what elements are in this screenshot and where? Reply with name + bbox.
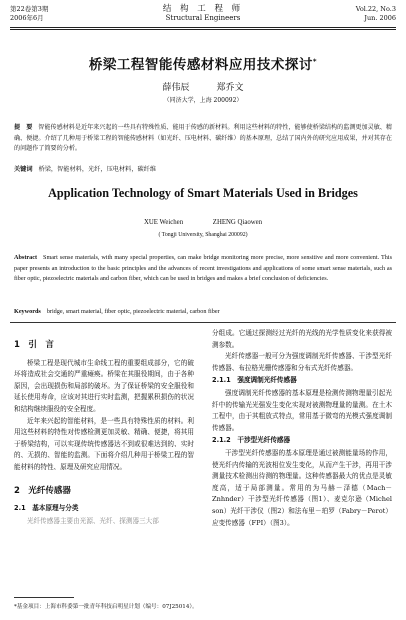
author-en: XUE Weichen — [143, 219, 184, 226]
abstract-separator — [10, 322, 396, 323]
subsection-heading: 2.1.1 强度调制光纤传感器 — [212, 376, 297, 385]
body-column-left — [14, 328, 194, 527]
keywords-en — [14, 308, 392, 315]
footnote: *基金项目：上海市科委第一批青年科技启明星计划（编号：07J25014）。 — [14, 604, 198, 610]
authors-cn — [0, 80, 406, 93]
keywords-cn — [14, 164, 392, 173]
paper-title-cn: 桥梁工程智能传感材料应用技术探讨* — [88, 57, 318, 73]
paper-title-en: Application Technology of Smart Materials Used in Bridges — [48, 186, 358, 200]
abstract-cn-label: 提 要 — [14, 124, 33, 131]
subsection-heading: 2.1.2 干涉型光纤传感器 — [212, 436, 291, 445]
keywords-cn-text: 桥梁，智能材料，光纤，压电材料，碳纤维 — [38, 166, 157, 173]
abstract-en-label: Abstract — [14, 254, 38, 261]
body-paragraph: 分组成。它通过探测经过光纤的光线的光学性质变化来获得被测参数。 — [212, 329, 392, 349]
header-journal: 结 构 工 程 师 Structural Engineers — [162, 4, 244, 22]
body-paragraph: 干涉型光纤传感器的基本原理是通过被测能量场的作用，使光纤内传输的光波相位发生变化，从而产生干涉，再用干涉测量技术检测出待测的物理量。这种传感器最大的优点是灵敏度高，适于局部测量。常用的为马赫－泽德（Mach－Znhnder）干涉型光纤传感器（图1）、麦克尔逊（Michel son）光纤干涉仪（图2）和法布里－珀罗（Fabry－Perot）应变传感器（FPI）（图3）。 — [212, 448, 392, 527]
body-column-right — [212, 328, 392, 529]
abstract-en — [14, 253, 392, 285]
author-en: ZHENG Qiaowen — [212, 219, 263, 226]
author-cn: 郑乔文 — [216, 83, 244, 93]
abstract-cn — [14, 123, 392, 155]
header-rule-thick — [10, 29, 396, 30]
authors-en — [0, 219, 406, 226]
header-rule-thin — [10, 27, 396, 28]
body-paragraph: 强度调制光纤传感器的基本原理是检测传测物理量引起光纤中的传输光光强发生变化实现对被测物理量的量测。在土木工程中，由于其粗放式特点，常用基于微弯的光模式强度调制传感器。 — [212, 388, 392, 432]
section-heading: 2 光纤传感器 — [14, 485, 71, 496]
header-right: Vol.22, No.3 Jun. 2006 — [355, 5, 396, 22]
author-cn: 薛伟辰 — [162, 83, 190, 93]
body-paragraph: 光纤传感器一般可分为强度调制光纤传感器、干涉型光纤传感器、布拉格光栅传感器和分布式光纤传感器。 — [212, 352, 392, 372]
body-paragraph: 桥梁工程是现代城市生命线工程的重要组成部分，它的破坏将造成社会交通的严重瘫痪。桥梁在其服役期间，由于各种原因，会出现损伤和局部的破坏。为了保证桥梁的安全服役和延长使用寿命，应该对其进行实时监测，把握累积损伤的状况和结构继续服役的安全程度。 — [14, 358, 194, 413]
header-left: 第22卷第3期 2006年6月 — [10, 5, 49, 22]
body-paragraph: 近年来兴起的智能材料，是一些具有特殊性质的材料。利用这些材料的特性对传感检测更加灵敏、精确、便捷，将其用于桥梁结构，可以实现传统传感器达不到或很难达到的、实时的、无损的、智能的监测。下面将介绍几种用于桥梁工程的智能材料的特性、原理及研究应用情况。 — [14, 416, 194, 471]
affiliation-en: ( Tongji University, Shanghai 200092) — [158, 232, 248, 238]
abstract-en-text: Smart sense materials, with many special properties, can make bridge monitoring more precise, more sensitive and more convenient. This paper presents an introduction to the basic principles and the advances of recent investigations and applications of some smart sense materials, such as fiber optic, piezoelectric materials and carbon fiber, which can be used in bridges and makes a brief conclusion of deficiencies. — [14, 254, 392, 283]
title-footnote-mark: * — [312, 57, 318, 66]
keywords-en-text: bridge, smart material, fiber optic, piezoelectric material, carbon fiber — [46, 308, 220, 315]
subsection-heading: 2.1 基本原理与分类 — [14, 504, 79, 513]
affiliation-cn: （同济大学，上海 200092） — [163, 97, 243, 104]
section-heading: 1 引 言 — [14, 340, 54, 350]
abstract-cn-text: 智能传感材料是近年来兴起的一些具有特殊性质、能用于传感的新材料。利用这些材料的特性，能够使桥梁结构的监测更加灵敏、精确、便捷。介绍了几种用于桥梁工程的智能传感材料（如光纤、压电材料、碳纤维）的基本原理，总结了国内外的研究应用成果，并对其存在的问题作了简要的分析。 — [14, 124, 393, 153]
keywords-en-label: Keywords — [14, 308, 41, 315]
body-paragraph: 光纤传感器主要由光源、光纤、探测器三大部 — [27, 516, 159, 525]
keywords-cn-label: 关键词 — [14, 166, 33, 173]
running-header — [10, 5, 396, 27]
footnote-rule — [14, 597, 74, 598]
